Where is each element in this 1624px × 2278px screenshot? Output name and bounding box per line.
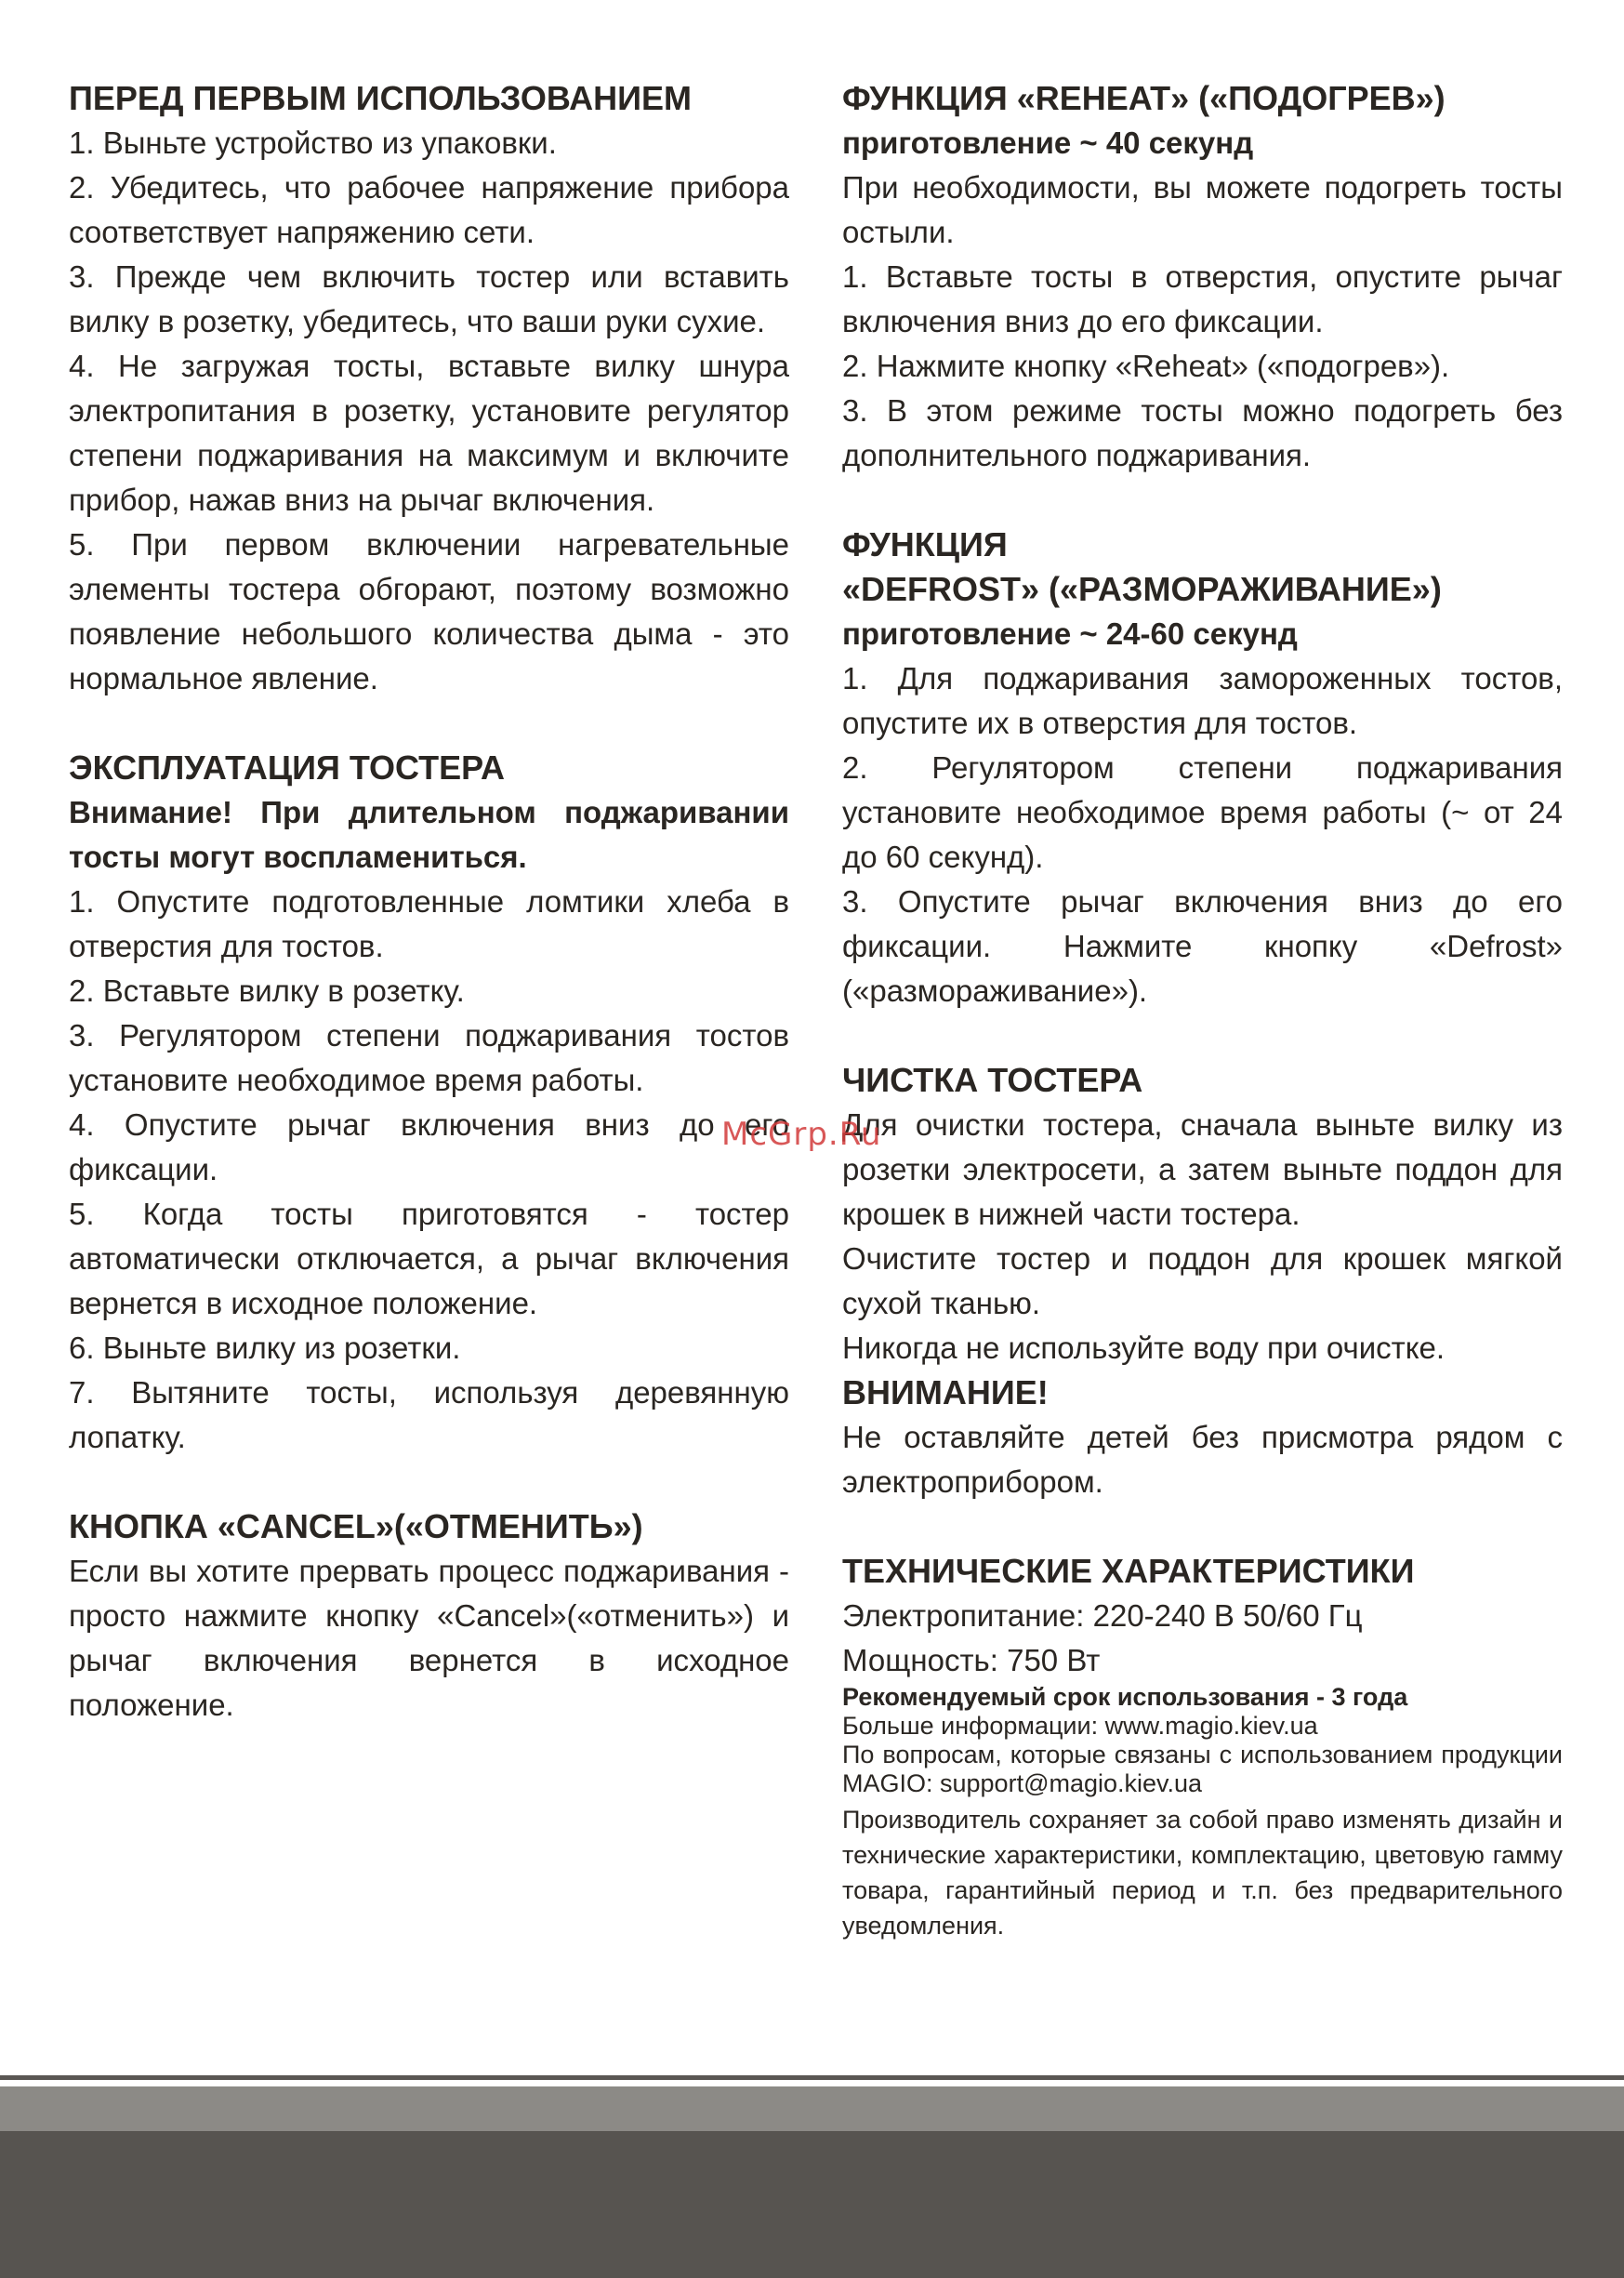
section-reheat xyxy=(842,76,1563,478)
paragraph: 5. Когда тосты приготовятся - тостер автоматически отключается, а рычаг включения вернется в исходное положение. xyxy=(69,1197,789,1320)
paragraph: Если вы хотите прервать процесс поджаривания - просто нажмите кнопку «Cancel»(«отменить») и рычаг включения вернется в исходное положение. xyxy=(69,1554,789,1722)
footer-band xyxy=(0,2086,1624,2131)
paragraph: 5. При первом включении нагревательные элементы тостера обгорают, поэтому возможно появление небольшого количества дыма - это нормальное явление. xyxy=(69,527,789,695)
footer-dark xyxy=(0,2131,1624,2278)
section-title-line1: ФУНКЦИЯ xyxy=(842,525,1008,563)
spec-power-supply: Электропитание: 220-240 В 50/60 Гц xyxy=(842,1598,1363,1633)
section-cleaning xyxy=(842,1058,1563,1504)
paragraph: 3. Опустите рычаг включения вниз до его фиксации. Нажмите кнопку «Defrost» («размораживание»). xyxy=(842,884,1563,1008)
paragraph: 1. Для поджаривания замороженных тостов, опустите их в отверстия для тостов. xyxy=(842,661,1563,740)
warning-text: Внимание! При длительном поджаривании тосты могут воспламениться. xyxy=(69,795,789,874)
paragraph: Для очистки тостера, сначала выньте вилку из розетки электросети, а затем выньте поддон для крошек в нижней части тостера. xyxy=(842,1107,1563,1231)
footer-line xyxy=(0,2075,1624,2080)
paragraph: Не оставляйте детей без присмотра рядом с электроприбором. xyxy=(842,1420,1563,1499)
paragraph: 4. Опустите рычаг включения вниз до его фиксации. xyxy=(69,1107,789,1186)
spec-power: Мощность: 750 Вт xyxy=(842,1643,1101,1677)
section-defrost xyxy=(842,523,1563,1013)
section-title: ТЕХНИЧЕСКИЕ ХАРАКТЕРИСТИКИ xyxy=(842,1552,1415,1590)
section-title: КНОПКА «CANCEL»(«ОТМЕНИТЬ») xyxy=(69,1507,643,1545)
paragraph: 1. Выньте устройство из упаковки. xyxy=(69,126,557,160)
support-info: По вопросам, которые связаны с использованием продукции MAGIO: support@magio.kiev.ua xyxy=(842,1741,1563,1797)
paragraph: Очистите тостер и поддон для крошек мягкой сухой тканью. xyxy=(842,1241,1563,1320)
paragraph: 3. Регулятором степени поджаривания тостов установите необходимое время работы. xyxy=(69,1018,789,1097)
section-before-first-use xyxy=(69,76,789,701)
section-title: ФУНКЦИЯ «REHEAT» («ПОДОГРЕВ») xyxy=(842,79,1446,117)
paragraph: 2. Убедитесь, что рабочее напряжение прибора соответствует напряжению сети. xyxy=(69,170,789,249)
paragraph: 2. Регулятором степени поджаривания установите необходимое время работы (~ от 24 до 60 секунд). xyxy=(842,750,1563,874)
section-title-line2: «DEFROST» («РАЗМОРАЖИВАНИЕ») xyxy=(842,570,1442,608)
paragraph: 2. Вставьте вилку в розетку. xyxy=(69,973,465,1008)
paragraph: 1. Вставьте тосты в отверстия, опустите рычаг включения вниз до его фиксации. xyxy=(842,259,1563,338)
warning-title: ВНИМАНИЕ! xyxy=(842,1373,1049,1411)
section-title: ПЕРЕД ПЕРВЫМ ИСПОЛЬЗОВАНИЕМ xyxy=(69,79,692,117)
paragraph: 7. Вытяните тосты, используя деревянную лопатку. xyxy=(69,1375,789,1454)
section-operation xyxy=(69,746,789,1460)
section-cancel-button xyxy=(69,1504,789,1728)
paragraph: 3. В этом режиме тосты можно подогреть без дополнительного поджаривания. xyxy=(842,393,1563,472)
watermark: McGrp.Ru xyxy=(721,1116,882,1153)
section-specifications xyxy=(842,1549,1563,1943)
more-info: Больше информации: www.magio.kiev.ua xyxy=(842,1712,1318,1740)
section-subtitle: приготовление ~ 40 секунд xyxy=(842,126,1254,160)
paragraph: При необходимости, вы можете подогреть тосты остыли. xyxy=(842,170,1563,249)
left-column xyxy=(69,76,789,1772)
manufacturer-notice: Производитель сохраняет за собой право изменять дизайн и технические характеристики, комплектацию, цветовую гамму товара, гарантийный период и т.п. без предварительного уведомления. xyxy=(842,1806,1563,1940)
section-title: ЧИСТКА ТОСТЕРА xyxy=(842,1061,1143,1099)
paragraph: 3. Прежде чем включить тостер или вставить вилку в розетку, убедитесь, что ваши руки сухие. xyxy=(69,259,789,338)
paragraph: 6. Выньте вилку из розетки. xyxy=(69,1331,461,1365)
section-subtitle: приготовление ~ 24-60 секунд xyxy=(842,616,1298,651)
paragraph: 4. Не загружая тосты, вставьте вилку шнура электропитания в розетку, установите регулятор степени поджаривания на максимум и включите прибор, нажав вниз на рычаг включения. xyxy=(69,349,789,517)
paragraph: Никогда не используйте воду при очистке. xyxy=(842,1331,1446,1365)
spec-service-life: Рекомендуемый срок использования - 3 года xyxy=(842,1683,1408,1711)
right-column xyxy=(842,76,1563,1988)
section-title: ЭКСПЛУАТАЦИЯ ТОСТЕРА xyxy=(69,748,505,787)
paragraph: 2. Нажмите кнопку «Reheat» («подогрев»). xyxy=(842,349,1450,383)
paragraph: 1. Опустите подготовленные ломтики хлеба в отверстия для тостов. xyxy=(69,884,789,963)
